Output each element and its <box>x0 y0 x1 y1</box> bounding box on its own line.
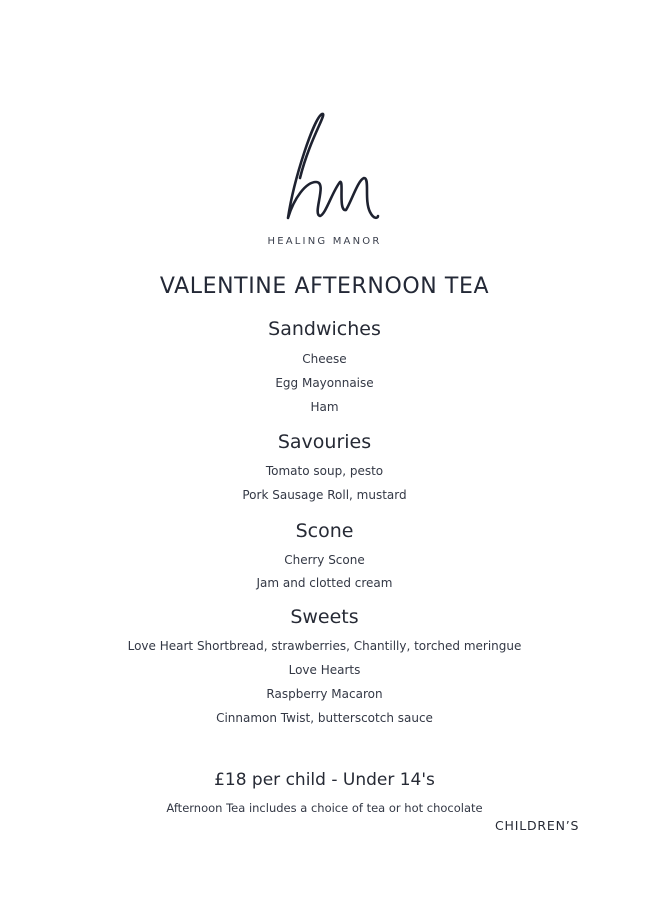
menu-item: Egg Mayonnaise <box>275 376 374 390</box>
menu-item: Love Heart Shortbread, strawberries, Chantilly, torched meringue <box>127 639 522 653</box>
menu-item: Cinnamon Twist, butterscotch sauce <box>216 711 433 725</box>
tea-note: Afternoon Tea includes a choice of tea or hot chocolate <box>166 801 483 815</box>
menu-item: Raspberry Macaron <box>266 687 383 701</box>
menu-item: Love Hearts <box>288 663 361 677</box>
menu-item: Ham <box>310 400 339 414</box>
section-heading-sandwiches: Sandwiches <box>268 318 381 340</box>
menu-item: Tomato soup, pesto <box>265 464 384 478</box>
section-heading-scone: Scone <box>295 520 354 542</box>
price-text: £18 per child - Under 14's <box>214 770 435 790</box>
menu-item: Jam and clotted cream <box>256 576 393 590</box>
childrens-label: CHILDREN’S <box>495 818 580 833</box>
section-heading-savouries: Savouries <box>277 431 372 453</box>
healing-manor-logo <box>270 108 380 230</box>
menu-title: VALENTINE AFTERNOON TEA <box>159 274 490 299</box>
section-heading-sweets: Sweets <box>290 606 359 628</box>
menu-item: Pork Sausage Roll, mustard <box>242 488 407 502</box>
menu-item: Cherry Scone <box>284 553 365 567</box>
menu-item: Cheese <box>302 352 347 366</box>
brand-name: HEALING MANOR <box>267 236 382 247</box>
